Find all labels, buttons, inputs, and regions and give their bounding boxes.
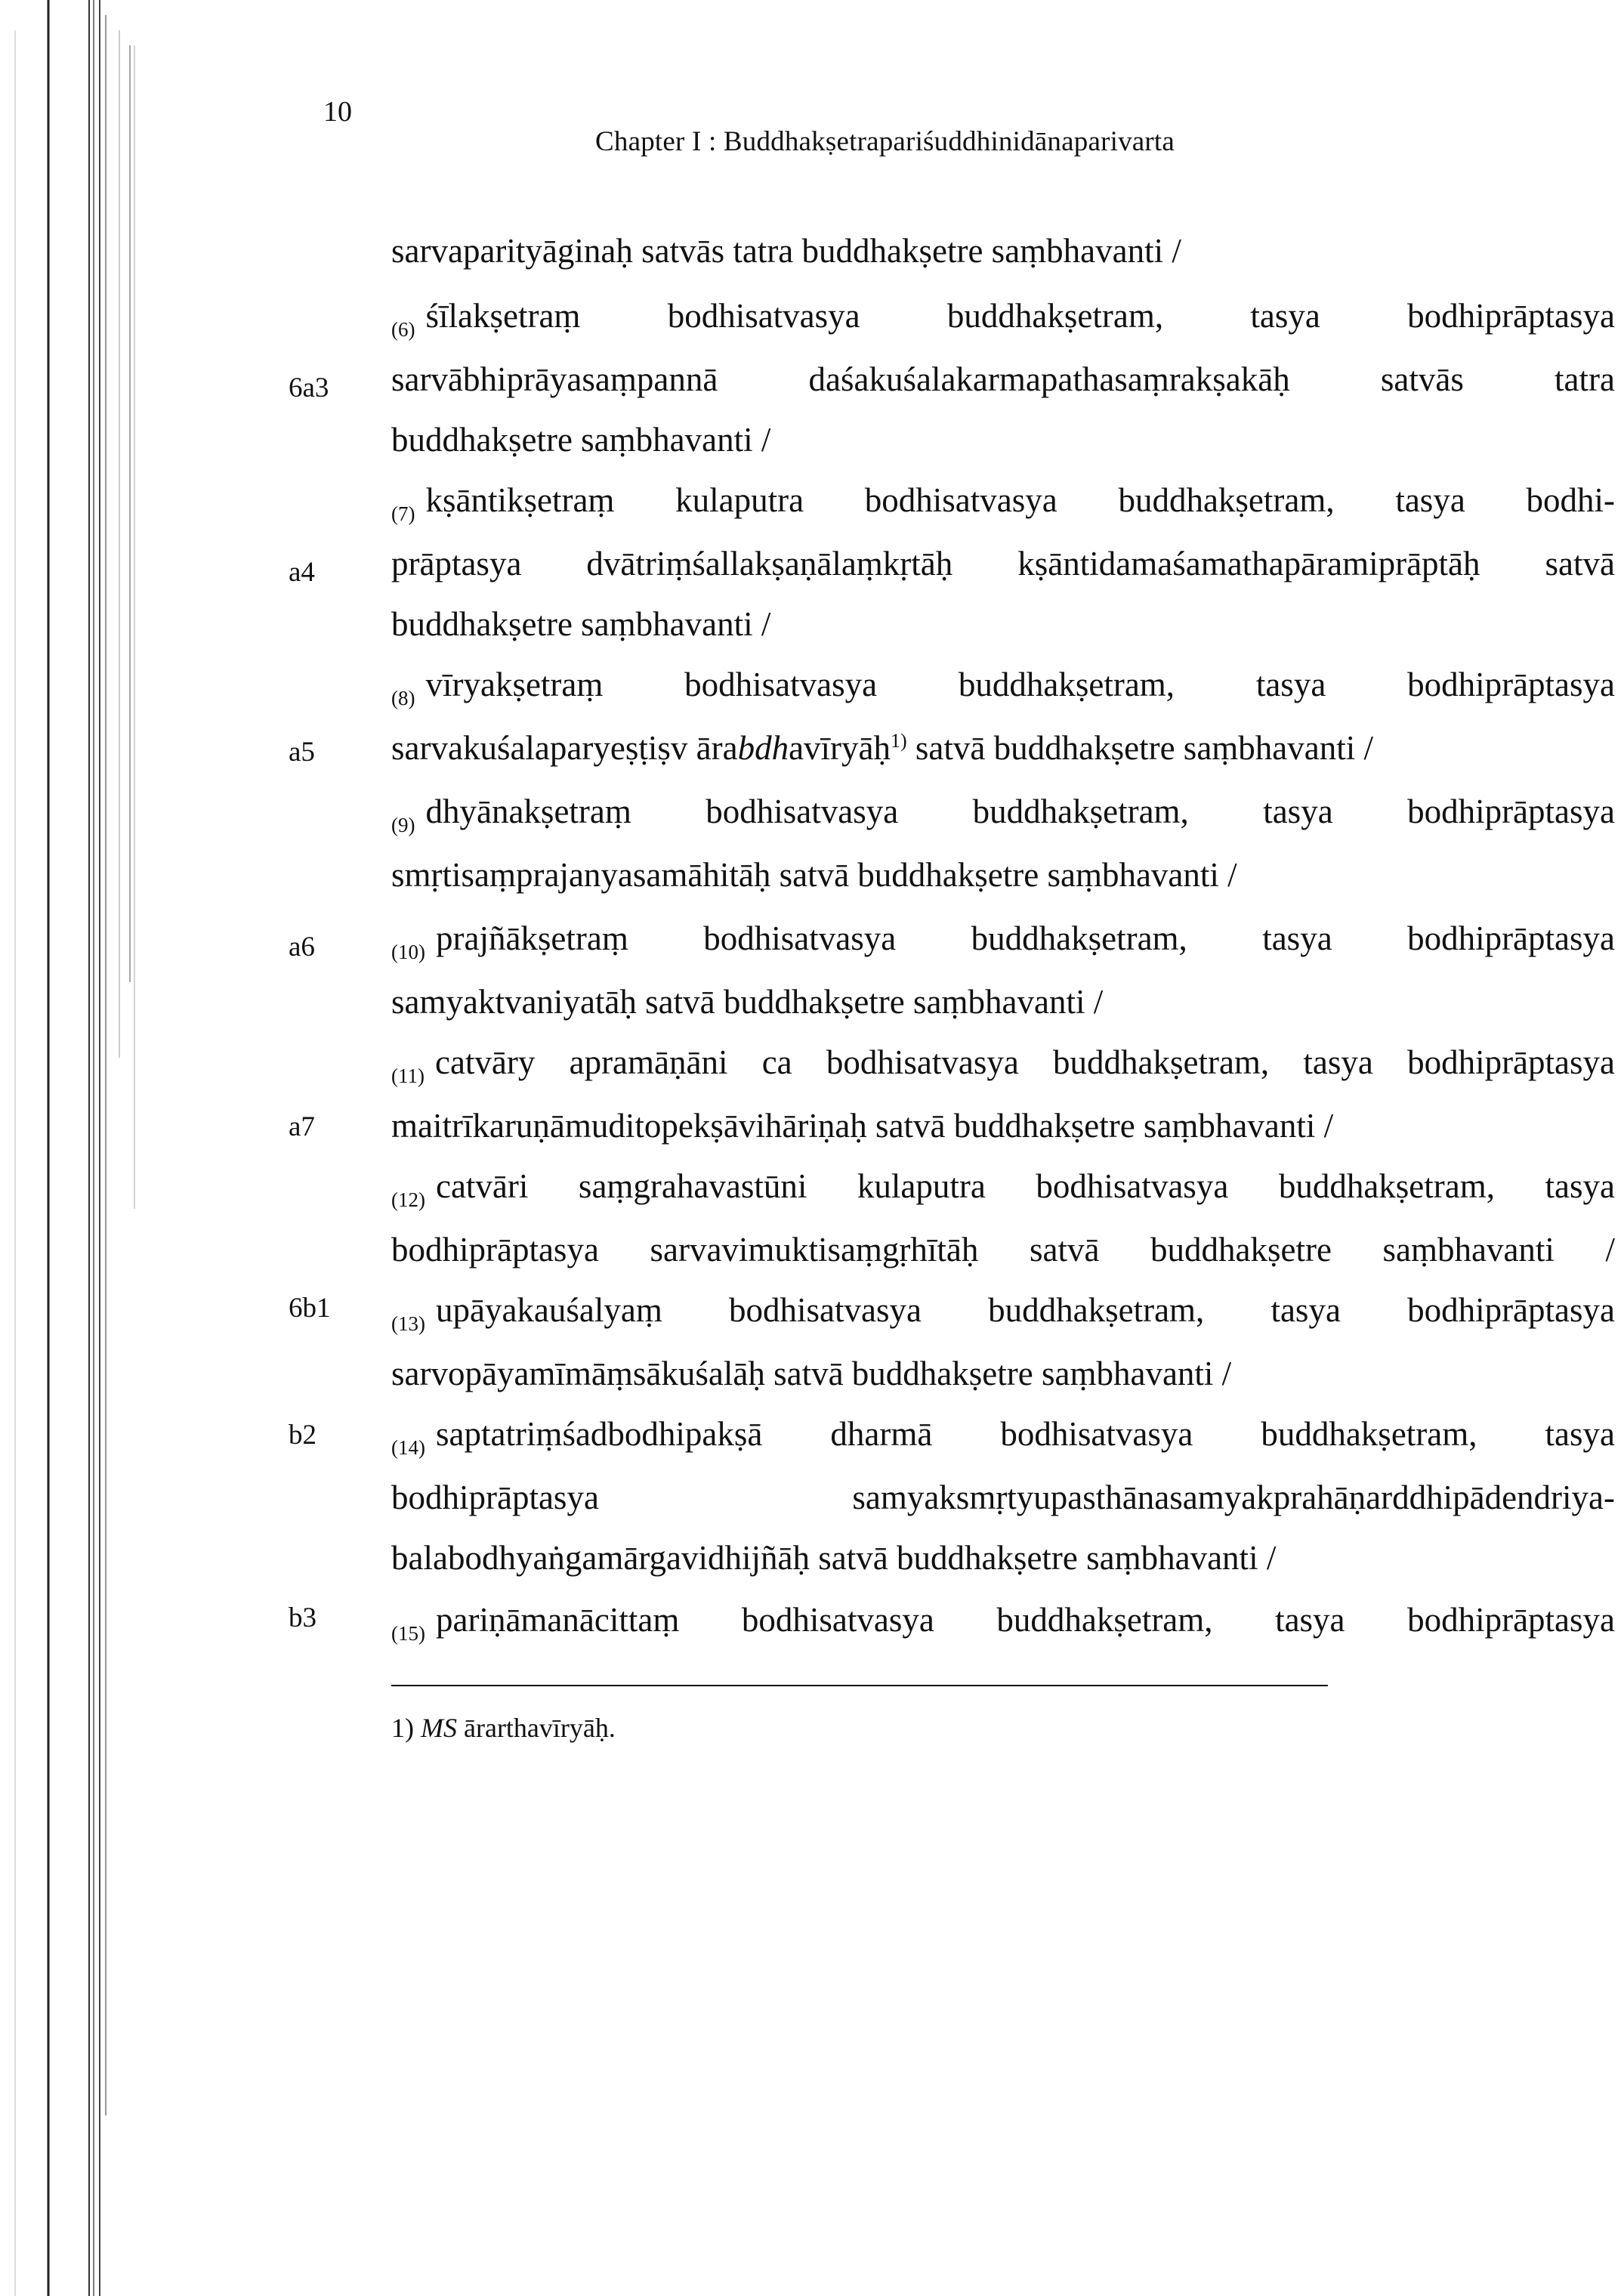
footnote: 1) MS ārarthavīryāḥ. xyxy=(391,1713,616,1743)
text-line: sarvaparityāginaḥ satvās tatra buddhakṣetre saṃbhavanti / xyxy=(391,232,1181,270)
text-line: $_{(7)}$ kṣāntikṣetraṃ kulaputra bodhisatvasya buddhakṣetram, tasya bodhi- xyxy=(391,481,1615,525)
text-line: sarvopāyamīmāṃsākuśalāḥ satvā buddhakṣetre saṃbhavanti / xyxy=(391,1355,1232,1392)
section-number: (10) xyxy=(391,941,425,963)
margin-note: 6b1 xyxy=(289,1293,331,1324)
text-line: $_{(13)}$ upāyakauśalyaṃ bodhisatvasya buddhakṣetram, tasya bodhiprāptasya xyxy=(391,1291,1615,1335)
text-line: prāptasya dvātriṃśallakṣaṇālaṃkṛtāḥ kṣāntidamaśamathapāramiprāptāḥ satvā xyxy=(391,545,1615,582)
text-line: $_{(12)}$ catvāri saṃgrahavastūni kulaputra bodhisatvasya buddhakṣetram, tasya xyxy=(391,1167,1615,1211)
text-line: maitrīkaruṇāmuditopekṣāvihāriṇaḥ satvā buddhakṣetre saṃbhavanti / xyxy=(391,1107,1334,1145)
text-line: sarvābhiprāyasaṃpannā daśakuśalakarmapathasaṃrakṣakāḥ satvās tatra xyxy=(391,360,1615,398)
margin-note: a7 xyxy=(289,1111,315,1142)
section-number: (7) xyxy=(391,502,415,525)
footnote-rule xyxy=(391,1685,1328,1686)
section-number: (14) xyxy=(391,1436,425,1459)
section-number: (11) xyxy=(391,1065,425,1087)
text-line: buddhakṣetre saṃbhavanti / xyxy=(391,605,771,643)
text-line: $_{(10)}$ prajñākṣetraṃ bodhisatvasya buddhakṣetram, tasya bodhiprāptasya xyxy=(391,919,1615,963)
text-line: smṛtisaṃprajanyasamāhitāḥ satvā buddhakṣetre saṃbhavanti / xyxy=(391,856,1237,894)
binding-edge xyxy=(0,0,151,2296)
section-number: (13) xyxy=(391,1312,425,1335)
text-line: $_{(9)}$ dhyānakṣetraṃ bodhisatvasya buddhakṣetram, tasya bodhiprāptasya xyxy=(391,793,1615,836)
text-line: samyaktvaniyatāḥ satvā buddhakṣetre saṃbhavanti / xyxy=(391,983,1104,1021)
running-head: Chapter I : Buddhakṣetrapariśuddhinidānaparivarta xyxy=(595,126,1175,157)
section-number: (12) xyxy=(391,1188,425,1211)
text-line: sarvakuśalaparyeṣṭiṣv ārabdhavīryāḥ$^{1)}$ satvā buddhakṣetre saṃbhavanti / xyxy=(391,729,1373,767)
text-line: $_{(11)}$ catvāry apramāṇāni ca bodhisatvasya buddhakṣetram, tasya bodhiprāptasya xyxy=(391,1043,1615,1087)
text-line: $_{(8)}$ vīryakṣetraṃ bodhisatvasya buddhakṣetram, tasya bodhiprāptasya xyxy=(391,666,1615,709)
margin-note: a6 xyxy=(289,932,315,963)
text-line: $_{(14)}$ saptatriṃśadbodhipakṣā dharmā bodhisatvasya buddhakṣetram, tasya xyxy=(391,1415,1615,1459)
margin-note: 6a3 xyxy=(289,372,329,403)
text-line: bodhiprāptasya sarvavimuktisaṃgṛhītāḥ satvā buddhakṣetre saṃbhavanti / xyxy=(391,1231,1615,1269)
text-line: bodhiprāptasya samyaksmṛtyupasthānasamyakprahāṇarddhipādendriya- xyxy=(391,1479,1615,1516)
section-number: (9) xyxy=(391,814,415,836)
text-line: balabodhyaṅgamārgavidhijñāḥ satvā buddhakṣetre saṃbhavanti / xyxy=(391,1539,1277,1577)
margin-note: b2 xyxy=(289,1420,316,1451)
section-number: (8) xyxy=(391,687,415,709)
text-line: $_{(15)}$ pariṇāmanācittaṃ bodhisatvasya buddhakṣetram, tasya bodhiprāptasya xyxy=(391,1601,1615,1645)
margin-note: a4 xyxy=(289,557,315,588)
section-number: (6) xyxy=(391,318,415,341)
page-number: 10 xyxy=(323,96,352,128)
margin-note: a5 xyxy=(289,737,315,768)
section-number: (15) xyxy=(391,1622,425,1645)
text-line: $_{(6)}$ śīlakṣetraṃ bodhisatvasya buddhakṣetram, tasya bodhiprāptasya xyxy=(391,297,1615,341)
margin-note: b3 xyxy=(289,1602,316,1633)
text-line: buddhakṣetre saṃbhavanti / xyxy=(391,421,771,459)
footnote-ref: 1) xyxy=(891,730,907,752)
